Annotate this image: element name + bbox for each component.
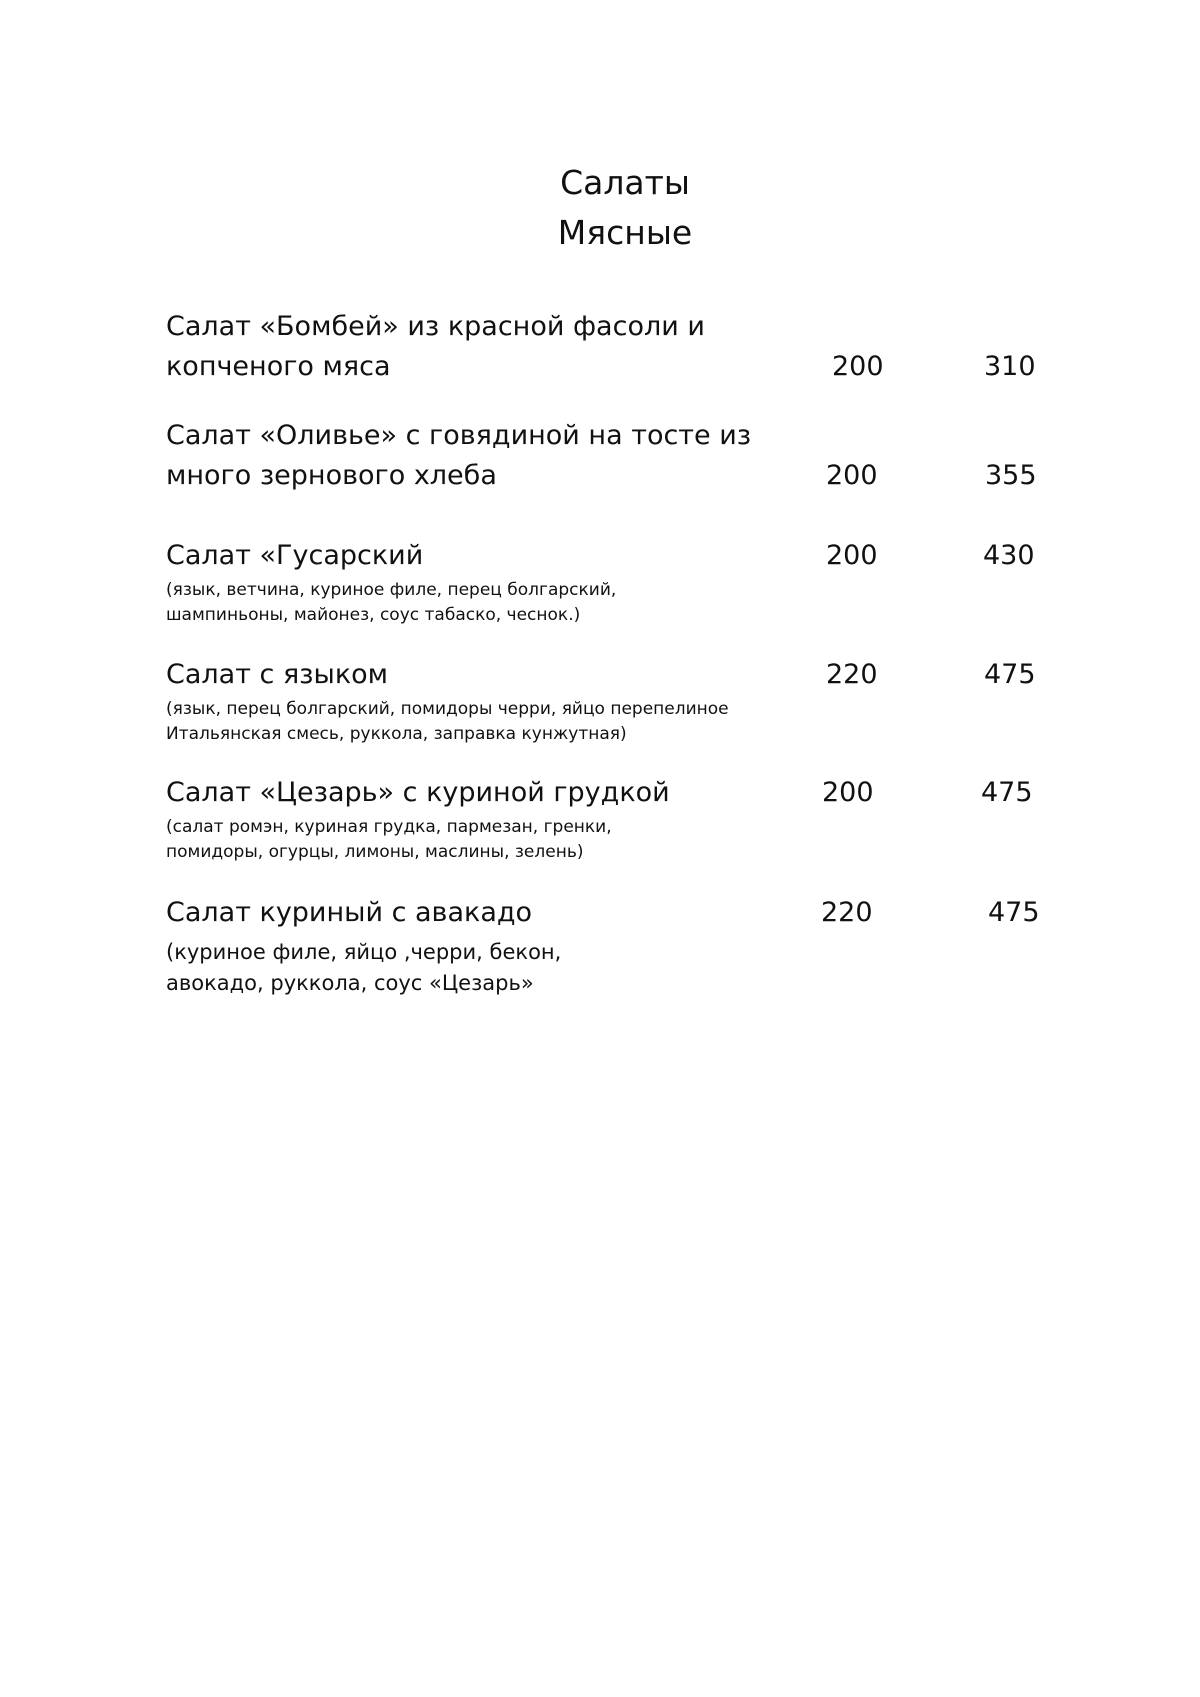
item-price: 355 (985, 460, 1037, 491)
item-weight: 220 (821, 897, 873, 928)
item-name: Салат с языком (166, 659, 389, 690)
item-name: Салат «Гусарский (166, 540, 424, 571)
menu-item-tongue (166, 655, 1066, 747)
item-weight: 200 (822, 777, 874, 808)
item-weight: 200 (826, 460, 878, 491)
item-name: Салат куриный с авакадо (166, 897, 533, 928)
item-name: Салат «Бомбей» из красной фасоли и копченого мяса (166, 311, 705, 382)
menu-title: Салаты (560, 163, 690, 202)
item-name: Салат «Оливье» с говядиной на тосте из много зернового хлеба (166, 420, 752, 491)
item-price: 475 (984, 659, 1036, 690)
item-price: 430 (983, 540, 1035, 571)
item-price: 310 (984, 351, 1036, 382)
item-weight: 220 (826, 659, 878, 690)
menu-item-chicken-avocado (166, 893, 1066, 999)
item-price: 475 (988, 897, 1040, 928)
item-name: Салат «Цезарь» с куриной грудкой (166, 777, 670, 808)
item-price: 475 (981, 777, 1033, 808)
item-description: (куриное филе, яйцо ,черри, бекон, авокадо, руккола, соус «Цезарь» (166, 940, 562, 995)
menu-item-caesar (166, 773, 1066, 865)
item-description: (язык, перец болгарский, помидоры черри, яйцо перепелиное Итальянская смесь, руккола, заправка кунжутная) (166, 699, 729, 744)
item-description: (салат ромэн, куриная грудка, пармезан, гренки, помидоры, огурцы, лимоны, маслины, зелень) (166, 817, 612, 862)
menu-subtitle: Мясные (557, 213, 693, 252)
item-weight: 200 (832, 351, 884, 382)
menu-item-bombay (166, 307, 1066, 387)
menu-item-olivier (166, 416, 1066, 496)
item-weight: 200 (826, 540, 878, 571)
menu-item-gusarsky (166, 536, 1066, 628)
item-description: (язык, ветчина, куриное филе, перец болгарский, шампиньоны, майонез, соус табаско, чеснок.) (166, 580, 617, 625)
